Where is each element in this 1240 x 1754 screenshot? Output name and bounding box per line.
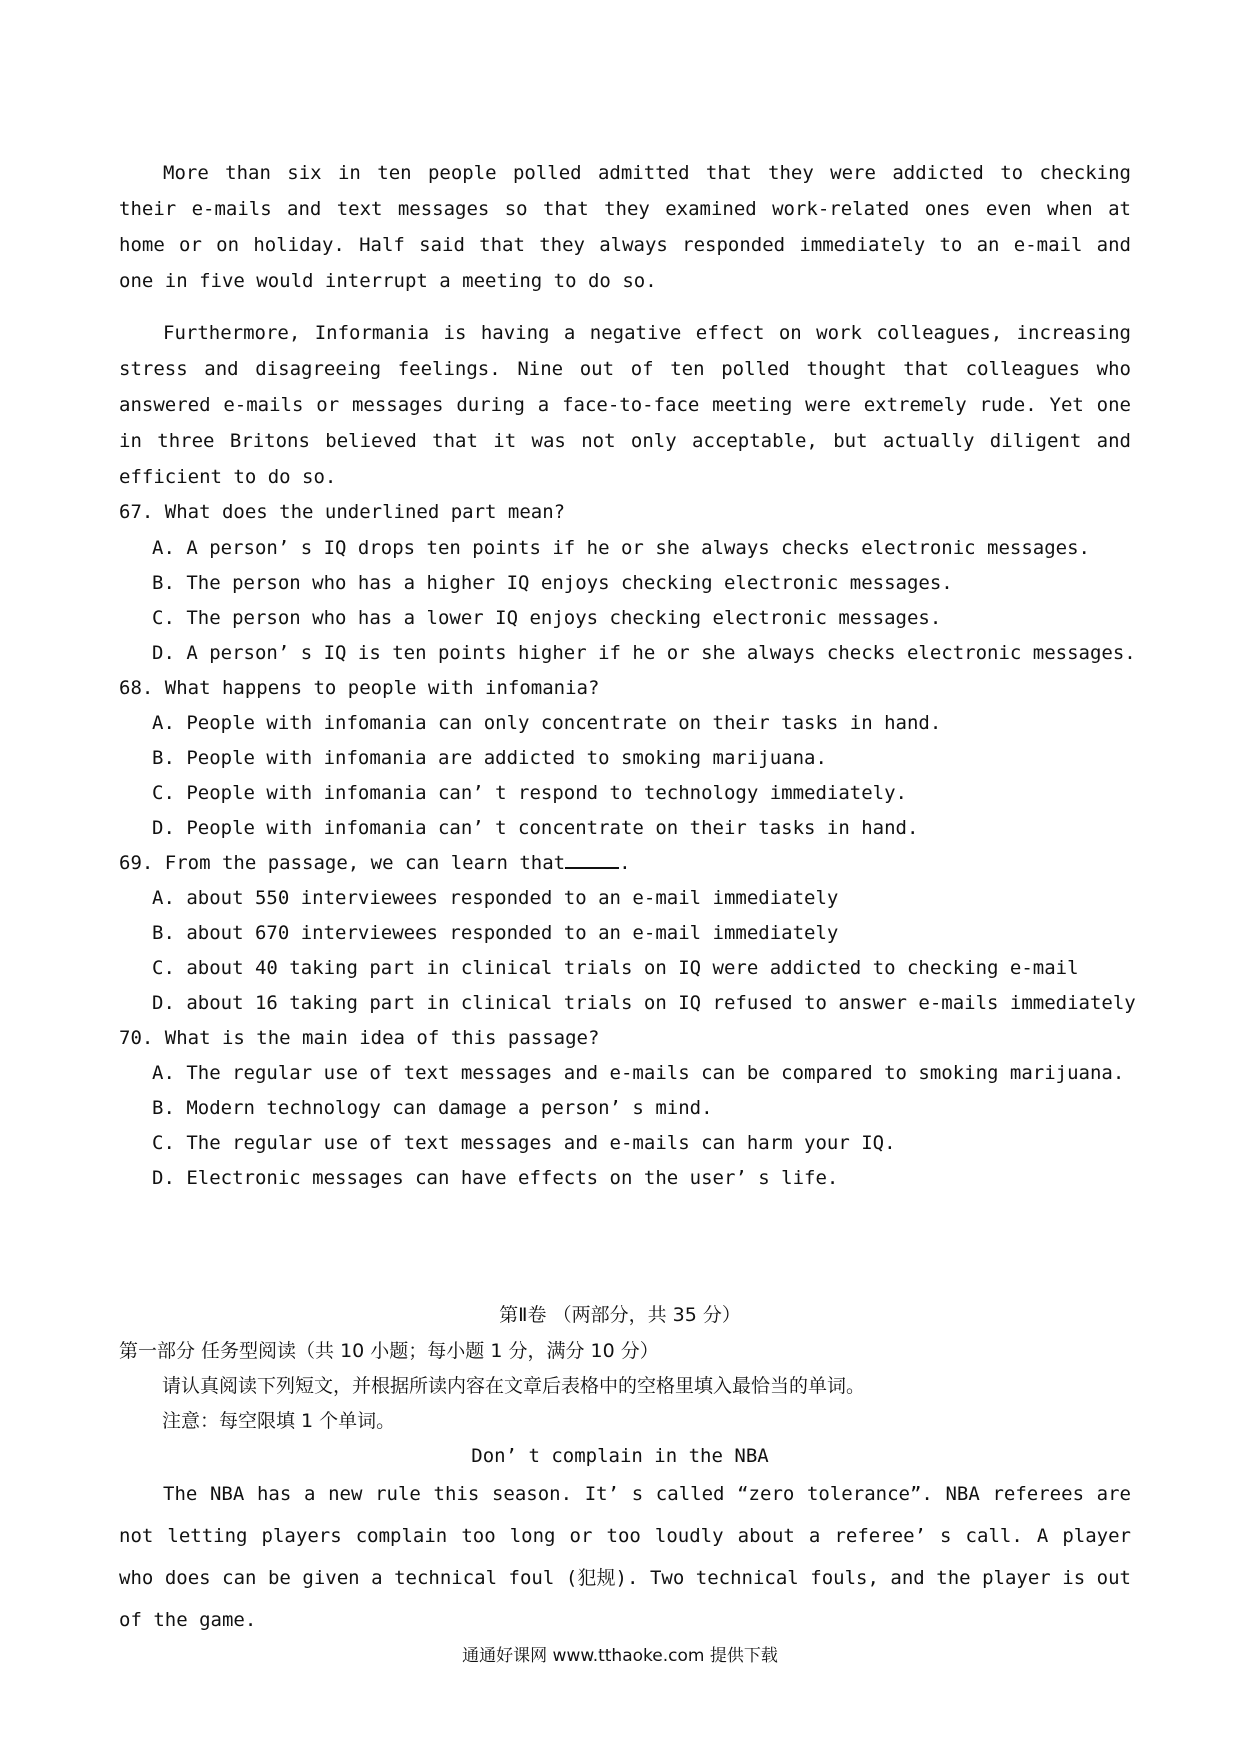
question-68-option-c: C. People with infomania can’ t respond to technology immediately. [152,782,907,804]
question-68-option-a: A. People with infomania can only concentrate on their tasks in hand. [152,712,942,734]
question-69-option-a: A. about 550 interviewees responded to an e-mail immediately [152,887,839,909]
question-70-option-b: B. Modern technology can damage a person’ s mind. [152,1097,713,1119]
note-text: 注意：每空限填 1 个单词。 [162,1410,396,1432]
question-68-stem: 68. What happens to people with infomania? [119,677,600,699]
answer-blank [565,849,619,869]
question-68-option-b: B. People with infomania are addicted to smoking marijuana. [152,747,827,769]
question-67-option-b: B. The person who has a higher IQ enjoys checking electronic messages. [152,572,953,594]
question-70-option-d: D. Electronic messages can have effects on the user’ s life. [152,1167,839,1189]
article-title: Don’ t complain in the NBA [471,1445,769,1467]
question-69-option-d: D. about 16 taking part in clinical trials on IQ refused to answer e-mails immediately [152,992,1136,1014]
section-2-heading: 第Ⅱ卷 （两部分，共 35 分） [499,1304,741,1326]
article-paragraph-1: The NBA has a new rule this season. It’ s called “zero tolerance”. NBA referees are not letting players complain too long or too loudly about a referee’ s call. A player who does can be given a technical foul (犯规). Two technical fouls, and the player is out of the game. [119,1483,1131,1631]
question-69-stem-end: . [619,852,631,874]
part-1-title: 第一部分 任务型阅读（共 10 小题；每小题 1 分，满分 10 分） [119,1340,659,1362]
question-70-stem: 70. What is the main idea of this passage? [119,1027,600,1049]
question-67-option-d: D. A person’ s IQ is ten points higher if he or she always checks electronic messages. [152,642,1136,664]
page-footer: 通通好课网 www.tthaoke.com 提供下载 [462,1646,778,1666]
question-68-option-d: D. People with infomania can’ t concentrate on their tasks in hand. [152,817,919,839]
question-69-option-c: C. about 40 taking part in clinical trials on IQ were addicted to checking e-mail [152,957,1079,979]
question-69-stem-line [119,845,631,881]
question-70-option-a: A. The regular use of text messages and e-mails can be compared to smoking marijuana. [152,1062,1125,1084]
passage-paragraph-1: More than six in ten people polled admitted that they were addicted to checking their e-mails and text messages so that they examined work-related ones even when at home or on holiday. Half said that they always responded immediately to an e-mail and one in five would interrupt a meeting to do so. [119,162,1131,292]
question-70-option-c: C. The regular use of text messages and e-mails can harm your IQ. [152,1132,896,1154]
passage-paragraph-2: Furthermore, Informania is having a negative effect on work colleagues, increasing stress and disagreeing feelings. Nine out of ten polled thought that colleagues who answered e-mails or messages during a face-to-face meeting were extremely rude. Yet one in three Britons believed that it was not only acceptable, but actually diligent and efficient to do so. [119,322,1131,488]
instruction-text: 请认真阅读下列短文，并根据所读内容在文章后表格中的空格里填入最恰当的单词。 [162,1375,866,1397]
question-67-option-c: C. The person who has a lower IQ enjoys checking electronic messages. [152,607,942,629]
question-69-option-b: B. about 670 interviewees responded to an e-mail immediately [152,922,839,944]
question-67-stem: 67. What does the underlined part mean? [119,501,566,523]
question-67-option-a: A. A person’ s IQ drops ten points if he or she always checks electronic messages. [152,537,1090,559]
question-69-stem: 69. From the passage, we can learn that [119,852,566,874]
